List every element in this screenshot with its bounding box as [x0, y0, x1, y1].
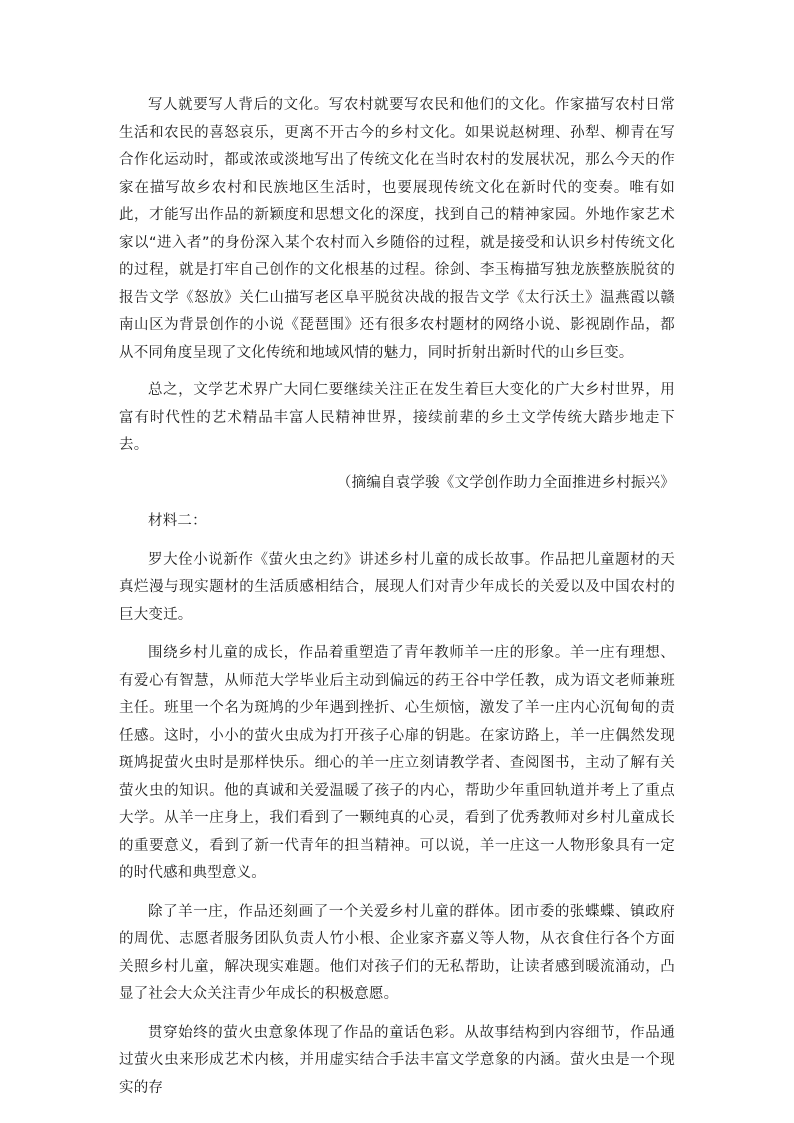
body-paragraph: 写人就要写人背后的文化。写农村就要写农民和他们的文化。作家描写农村日常生活和农民的喜怒哀乐，更离不开古今的乡村文化。如果说赵树理、孙犁、柳青在写合作化运动时，都或浓或淡地写出了传统文化在当时农村的发展状况，那么今天的作家在描写故乡农村和民族地区生活时，也要展现传统文化在新时代的变奏。唯有如此，才能写出作品的新颖度和思想文化的深度，找到自己的精神家园。外地作家艺术家以“进入者”的身份深入某个农村而入乡随俗的过程，就是接受和认识乡村传统文化的过程，就是打牢自己创作的文化根基的过程。徐剑、李玉梅描写独龙族整族脱贫的报告文学《怒放》关仁山描写老区阜平脱贫决战的报告文学《太行沃土》温燕霞以赣南山区为背景创作的小说《琵琶围》还有很多农村题材的网络小说、影视剧作品，都从不同角度呈现了文化传统和地域风情的魅力，同时折射出新时代的山乡巨变。	[119, 97, 675, 361]
body-paragraph: 贯穿始终的萤火虫意象体现了作品的童话色彩。从故事结构到内容细节，作品通过萤火虫来形成艺术内核，并用虚实结合手法丰富文学意象的内涵。萤火虫是一个现实的存	[119, 1024, 675, 1096]
body-paragraph: 围绕乡村儿童的成长，作品着重塑造了青年教师羊一庄的形象。羊一庄有理想、有爱心有智慧，从师范大学毕业后主动到偏远的药王谷中学任教，成为语文老师兼班主任。班里一个名为斑鸠的少年遇到挫折、心生烦恼，激发了羊一庄内心沉甸甸的责任感。这时，小小的萤火虫成为打开孩子心扉的钥匙。在家访路上，羊一庄偶然发现斑鸠捉萤火虫时是那样快乐。细心的羊一庄立刻请教学者、查阅图书，主动了解有关萤火虫的知识。他的真诚和关爱温暖了孩子的内心，帮助少年重回轨道并考上了重点大学。从羊一庄身上，我们看到了一颗纯真的心灵，看到了优秀教师对乡村儿童成长的重要意义，看到了新一代青年的担当精神。可以说，羊一庄这一人物形象具有一定的时代感和典型意义。	[119, 645, 675, 881]
source-citation: （摘编自袁学骏《文学创作助力全面推进乡村振兴》	[336, 474, 675, 491]
body-paragraph: 罗大佺小说新作《萤火虫之约》讲述乡村儿童的成长故事。作品把儿童题材的天真烂漫与现实题材的生活质感相结合，展现人们对青少年成长的关爱以及中国农村的巨大变迁。	[119, 551, 675, 623]
body-paragraph: 总之，文学艺术界广大同仁要继续关注正在发生着巨大变化的广大乡村世界，用富有时代性的艺术精品丰富人民精神世界，接续前辈的乡土文学传统大踏步地走下去。	[119, 382, 675, 453]
body-paragraph: 除了羊一庄，作品还刻画了一个关爱乡村儿童的群体。团市委的张蝶蝶、镇政府的周优、志愿者服务团队负责人竹小根、企业家齐嘉义等人物，从衣食住行各个方面关照乡村儿童，解决现实难题。他们对孩子们的无私帮助，让读者感到暖流涌动，凸显了社会大众关注青少年成长的积极意愿。	[119, 903, 675, 1002]
document-page	[119, 92, 675, 1102]
material-label: 材料二：	[148, 513, 207, 529]
